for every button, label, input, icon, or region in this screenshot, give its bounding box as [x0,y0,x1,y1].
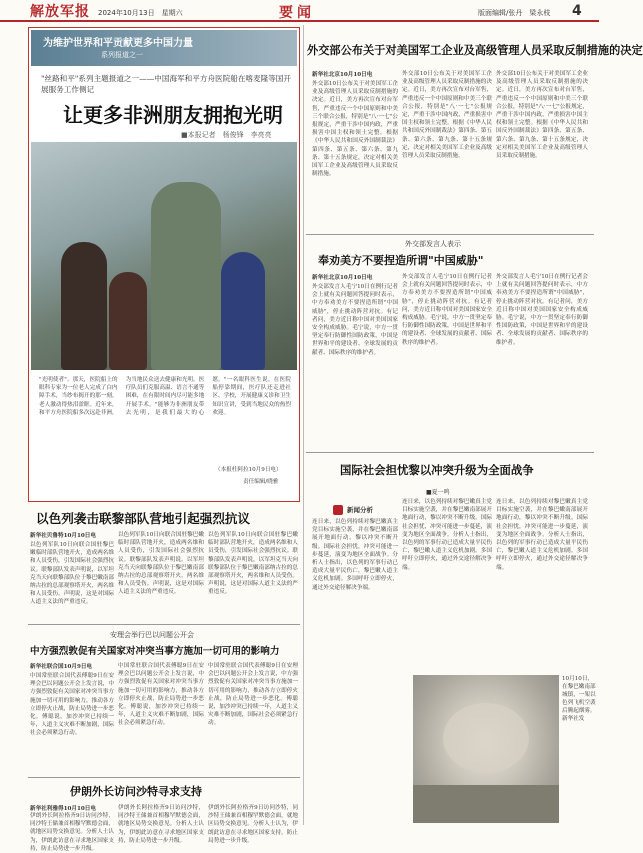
photo-figure [221,252,265,370]
story5-section-label: 安理会举行巴以问题公开会 [110,631,194,639]
newspaper-logo: 解放军报 [30,4,90,20]
story4-headline[interactable]: 国际社会担忧黎以冲突升级为全面战争 [340,463,534,477]
feature-banner-sub: 系列报道之一 [101,51,143,59]
feature-banner [31,30,297,66]
story6-kicker: 新华社利雅得10月10日电 [30,806,96,812]
story6-headline[interactable]: 伊朗外长访问沙特寻求支持 [70,785,202,798]
story6-body-col1: 伊朗外长阿拉格齐9日访问沙特，同沙特王储兼首相穆罕默德会面，就地区局势交换意见。分析人士认为，伊朗此访意在寻求地区国家支持，防止局势进一步升级。 [30,813,114,852]
story2-body-col1: 外交部发言人毛宁10日在例行记者会上就有关问题回答提问时表示，中方奉劝美方不要捏造所谓"中国威胁"，停止挑动阵营对抗。有记者问，美方近日称中国对美国国家安全构成威胁。毛宁说，中方一贯坚定奉行防御性国防政策，中国是世界和平的建设者、全球发展的贡献者、国际秩序的维护者。 [312,284,398,356]
story3-body-col1: 以色列军队10日向联合国驻黎巴嫩临时部队营地开火，造成两名维和人员受伤，引发国际社会强烈抗议。联黎部队发表声明说，以军坦克当天向联黎部队位于黎巴嫩南部纳古拉的总部观察塔开火，两名维和人员受伤。声明说，这是对国际人道主义法的严重违反。 [30,542,114,606]
smoke-cloud [443,703,529,773]
story1-body-col1: 外交部10日公布关于对美国军工企业及高级管理人员采取反制措施的决定。近日，美方再次宣布对台军售，严重违反一个中国原则和中美三个联合公报，特别是"八·一七"公报规定，严重干涉中国内政，严重损害中国主权和领土完整。根据《中华人民共和国反外国制裁法》第四条、第五条、第六条、第九条、第十五条规定，决定对相关美国军工企业及高级管理人员采取反制措施。 [312,81,398,178]
issue-date: 2024年10月13日 星期六 [98,9,183,17]
story3-body-col3: 以色列军队10日向联合国驻黎巴嫩临时部队营地开火，造成两名维和人员受伤，引发国际社会强烈抗议。联黎部队发表声明说，以军坦克当天向联黎部队位于黎巴嫩南部纳古拉的总部观察塔开火，两名维和人员受伤。声明说，这是对国际人道主义法的严重违反。 [208,532,298,596]
photo-figure [61,242,107,370]
divider [28,624,300,625]
feature-story[interactable] [28,27,300,502]
photo-ground [413,785,559,823]
story6-body-col2: 伊朗外长阿拉格齐9日访问沙特，同沙特王储兼首相穆罕默德会面，就地区局势交换意见。分析人士认为，伊朗此访意在寻求地区国家支持，防止局势进一步升级。 [118,805,204,844]
story1-headline[interactable]: 外交部公布关于对美国军工企业及高级管理人员采取反制措施的决定 [307,43,643,57]
smoke-photo [413,675,559,823]
masthead [0,0,599,22]
photo-figure [151,182,221,370]
story5-body-col1: 中国常驻联合国代表傅聪9日在安理会巴以问题公开会上发言说，中方强烈敦促有关国家对冲突当事方施加一切可用的影响力，推动各方立即停火止战，防止局势进一步恶化。傅聪说，加沙冲突已持续一年，人道主义灾难不断加剧，国际社会必须紧急行动。 [30,673,114,737]
page-editors: 版面编辑/张丹 梁永枝 [478,9,551,17]
story5-body-col3: 中国常驻联合国代表傅聪9日在安理会巴以问题公开会上发言说，中方强烈敦促有关国家对冲突当事方施加一切可用的影响力，推动各方立即停火止战，防止局势进一步恶化。傅聪说，加沙冲突已持续一年，人道主义灾难不断加剧，国际社会必须紧急行动。 [208,663,298,727]
story1-body-col3: 外交部10日公布关于对美国军工企业及高级管理人员采取反制措施的决定。近日，美方再次宣布对台军售，严重违反一个中国原则和中美三个联合公报，特别是"八·一七"公报规定，严重干涉中国内政，严重损害中国主权和领土完整。根据《中华人民共和国反外国制裁法》第四条、第五条、第六条、第九条、第十五条规定，决定对相关美国军工企业及高级管理人员采取反制措施。 [496,71,588,160]
feature-kicker: "丝路和平"系列主题报道之一——中国海军和平方舟医院船在喀麦隆等国开展服务工作侧记 [41,74,291,94]
feature-dateline-note: （本报杜阿拉10月9日电） [215,467,282,473]
story5-headline[interactable]: 中方强烈敦促有关国家对冲突当事方施加一切可用的影响力 [30,646,280,657]
story4-byline: ■夏一鸣 [426,489,450,496]
photo-caption: 10月10日，在黎巴嫩南部城镇，一架以色列飞机空袭后腾起烟雾。新华社发 [562,676,596,722]
story4-label: 新闻分析 [347,506,373,514]
news-analysis-icon [333,505,343,515]
story4-body-col2: 连日来，以色列持续对黎巴嫩真主党目标实施空袭，并在黎巴嫩南部展开地面行动，黎以冲突不断升级。国际社会担忧，冲突可能进一步蔓延，演变为地区全面战争。分析人士指出，以色列的军事行动已造成大量平民伤亡，黎巴嫩人道主义危机加剧。多国呼吁立即停火，通过外交途径解决争端。 [402,499,492,571]
page-number: 4 [572,3,582,19]
feature-banner-title: 为维护世界和平贡献更多中国力量 [43,38,193,49]
story2-headline[interactable]: 奉劝美方不要捏造所谓"中国威胁" [318,254,484,267]
divider [306,452,594,453]
story1-body-col2: 外交部10日公布关于对美国军工企业及高级管理人员采取反制措施的决定。近日，美方再次宣布对台军售，严重违反一个中国原则和中美三个联合公报，特别是"八·一七"公报规定，严重干涉中国内政，严重损害中国主权和领土完整。根据《中华人民共和国反外国制裁法》第四条、第五条、第六条、第九条、第十五条规定，决定对相关美国军工企业及高级管理人员采取反制措施。 [402,71,492,160]
divider [28,777,300,778]
feature-editor: 责任编辑/晓雅 [243,479,279,485]
photo-figure [109,272,147,370]
story2-kicker: 新华社北京10月10日电 [312,275,373,281]
feature-headline[interactable]: 让更多非洲朋友拥抱光明 [63,103,283,127]
story1-kicker: 新华社北京10月10日电 [312,72,373,78]
story6-body-col3: 伊朗外长阿拉格齐9日访问沙特，同沙特王储兼首相穆罕默德会面，就地区局势交换意见。分析人士认为，伊朗此访意在寻求地区国家支持，防止局势进一步升级。 [208,805,298,844]
story3-kicker: 新华社贝鲁特10月10日电 [30,533,96,539]
feature-byline: ■本报记者 杨俊锋 李亮亮 [181,131,272,139]
story3-body-col2: 以色列军队10日向联合国驻黎巴嫩临时部队营地开火，造成两名维和人员受伤，引发国际社会强烈抗议。联黎部队发表声明说，以军坦克当天向联黎部队位于黎巴嫩南部纳古拉的总部观察塔开火，两名维和人员受伤。声明说，这是对国际人道主义法的严重违反。 [118,532,204,596]
story2-section-label: 外交部发言人表示 [405,240,461,248]
section-title: 要闻 [279,5,315,21]
feature-body: "光明使者"。那天，医院船上的眼科专家为一位老人完成了白内障手术，当纱布揭开的那一刻，老人激动得热泪盈眶。近年来，和平方舟医院船多次远赴非洲，为当地民众送去健康和光明。医疗队员们克服高温、语言不通等困难，在有限时间内尽可能多地开展手术。"能够为非洲朋友带去光明，是我们最大的心愿。"一名眼科医生说。在医院船停靠期间，医疗队还走进社区、学校，开展健康义诊和卫生知识宣讲，受到当地民众的热烈欢迎。 [39,377,291,416]
story4-body-col1: 连日来，以色列持续对黎巴嫩真主党目标实施空袭，并在黎巴嫩南部展开地面行动，黎以冲突不断升级。国际社会担忧，冲突可能进一步蔓延，演变为地区全面战争。分析人士指出，以色列的军事行动已造成大量平民伤亡，黎巴嫩人道主义危机加剧。多国呼吁立即停火，通过外交途径解决争端。 [312,519,398,591]
feature-photo [31,142,297,370]
story4-body-col3: 连日来，以色列持续对黎巴嫩真主党目标实施空袭，并在黎巴嫩南部展开地面行动，黎以冲突不断升级。国际社会担忧，冲突可能进一步蔓延，演变为地区全面战争。分析人士指出，以色列的军事行动已造成大量平民伤亡，黎巴嫩人道主义危机加剧。多国呼吁立即停火，通过外交途径解决争端。 [496,499,588,571]
story3-headline[interactable]: 以色列袭击联黎部队营地引起强烈抗议 [36,511,251,526]
story2-body-col2: 外交部发言人毛宁10日在例行记者会上就有关问题回答提问时表示，中方奉劝美方不要捏造所谓"中国威胁"，停止挑动阵营对抗。有记者问，美方近日称中国对美国国家安全构成威胁。毛宁说，中方一贯坚定奉行防御性国防政策，中国是世界和平的建设者、全球发展的贡献者、国际秩序的维护者。 [402,274,492,346]
story5-body-col2: 中国常驻联合国代表傅聪9日在安理会巴以问题公开会上发言说，中方强烈敦促有关国家对冲突当事方施加一切可用的影响力，推动各方立即停火止战，防止局势进一步恶化。傅聪说，加沙冲突已持续一年，人道主义灾难不断加剧，国际社会必须紧急行动。 [118,663,204,727]
story2-body-col3: 外交部发言人毛宁10日在例行记者会上就有关问题回答提问时表示，中方奉劝美方不要捏造所谓"中国威胁"，停止挑动阵营对抗。有记者问，美方近日称中国对美国国家安全构成威胁。毛宁说，中方一贯坚定奉行防御性国防政策，中国是世界和平的建设者、全球发展的贡献者、国际秩序的维护者。 [496,274,588,346]
divider [306,234,594,235]
story5-kicker: 新华社联合国10月9日电 [30,664,93,670]
column-divider [303,25,304,825]
